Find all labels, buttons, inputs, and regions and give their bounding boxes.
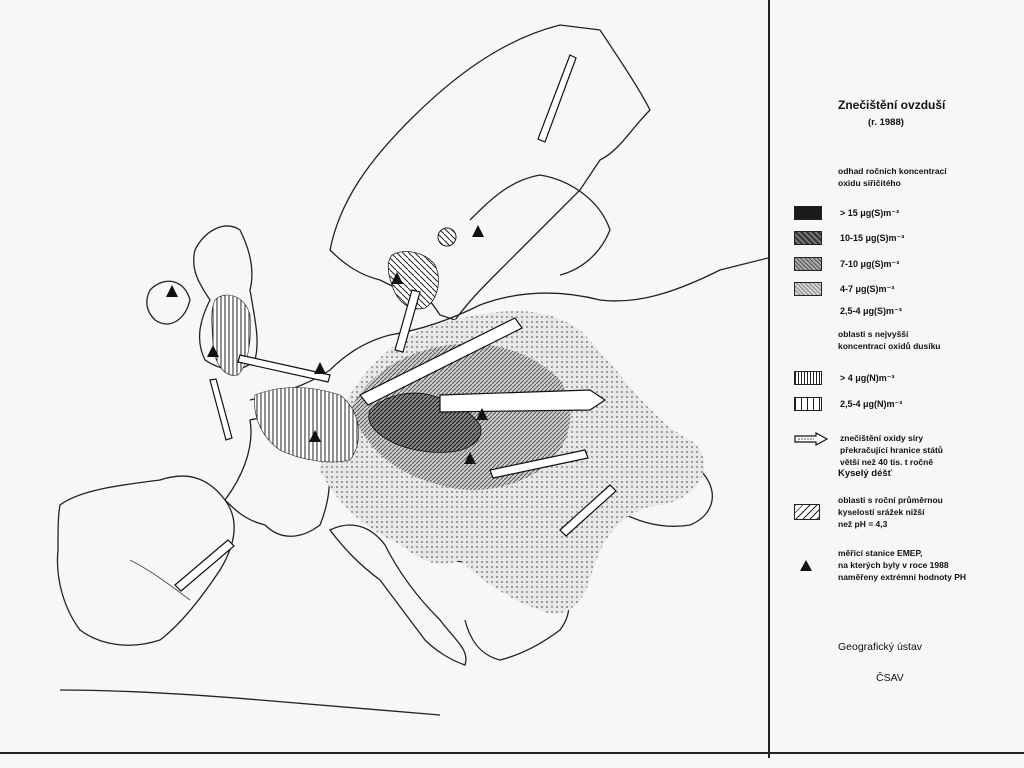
station-marker <box>472 225 484 237</box>
nox-zone-benelux <box>255 388 359 462</box>
nox-heading-line1: oblasti s nejvyšší <box>838 329 909 339</box>
nox-heading-line2: koncentrací oxidů dusíku <box>838 341 941 351</box>
legend-title: Znečištění ovzduší <box>838 98 946 112</box>
station-label <box>838 547 966 583</box>
swatch-so2-15 <box>794 206 822 220</box>
flow-label-line2: překračující hranice států <box>840 445 943 455</box>
station-label-line1: měřicí stanice EMEP, <box>838 548 923 558</box>
academy-name: ČSAV <box>876 672 904 684</box>
legend-acid-row <box>794 492 943 532</box>
acid-rain-zone-small <box>438 228 456 246</box>
acid-label-line3: než pH = 4,3 <box>838 519 888 529</box>
acid-label-line2: kyselostí srážek nižší <box>838 507 925 517</box>
legend-so2-row <box>794 281 894 297</box>
nox-class-label: 2,5-4 μg(N)m⁻³ <box>840 398 903 409</box>
station-marker <box>314 362 326 374</box>
legend-nox-row <box>794 396 902 412</box>
legend-year: (r. 1988) <box>868 117 904 128</box>
institute-name: Geografický ústav <box>838 641 923 653</box>
nox-heading <box>838 328 941 352</box>
arrow-icon <box>794 432 828 446</box>
so2-heading-line2: oxidu siřičitého <box>838 178 901 188</box>
so2-class-label: 2,5-4 μg(S)m⁻³ <box>840 305 902 316</box>
map-legend <box>768 0 1024 758</box>
so2-heading <box>838 165 947 189</box>
station-label-line2: na kterých byly v roce 1988 <box>838 560 949 570</box>
legend-so2-row <box>794 256 899 272</box>
acid-rain-heading: Kyselý déšť <box>838 468 893 479</box>
legend-nox-row <box>794 370 895 386</box>
legend-flow-row <box>794 432 943 468</box>
station-label-line3: naměřeny extrémní hodnoty PH <box>838 572 967 582</box>
flow-label-line3: větší než 40 tis. t ročně <box>840 457 934 467</box>
flow-arrow-uk-south <box>210 379 232 440</box>
flow-arrow-iberia <box>175 540 234 591</box>
flow-arrow-uk-east <box>238 355 330 382</box>
acid-label <box>838 494 943 530</box>
station-marker <box>166 285 178 297</box>
swatch-so2-7-10 <box>794 257 822 271</box>
legend-so2-row <box>794 230 904 246</box>
so2-heading-line1: odhad ročních koncentrací <box>838 166 947 176</box>
legend-so2-row <box>794 205 899 221</box>
legend-so2-row <box>840 303 902 319</box>
swatch-so2-4-7 <box>794 282 822 296</box>
so2-class-label: > 15 μg(S)m⁻³ <box>840 207 900 218</box>
bottom-border <box>0 752 1024 754</box>
swatch-nox-2-4 <box>794 397 822 411</box>
so2-class-label: 10-15 μg(S)m⁻³ <box>840 232 905 243</box>
flow-arrow-north <box>538 55 576 142</box>
flow-label-line1: znečištění oxidy síry <box>840 433 924 443</box>
acid-label-line1: oblasti s roční průměrnou <box>838 495 943 505</box>
swatch-so2-10-15 <box>794 231 822 245</box>
swatch-nox-4 <box>794 371 822 385</box>
flow-label <box>840 432 943 468</box>
so2-class-label: 4-7 μg(S)m⁻³ <box>840 283 895 294</box>
triangle-icon <box>800 560 812 571</box>
legend-station-row <box>800 545 966 585</box>
swatch-acid-rain <box>794 504 820 520</box>
so2-class-label: 7-10 μg(S)m⁻³ <box>840 258 900 269</box>
nox-class-label: > 4 μg(N)m⁻³ <box>840 372 895 383</box>
